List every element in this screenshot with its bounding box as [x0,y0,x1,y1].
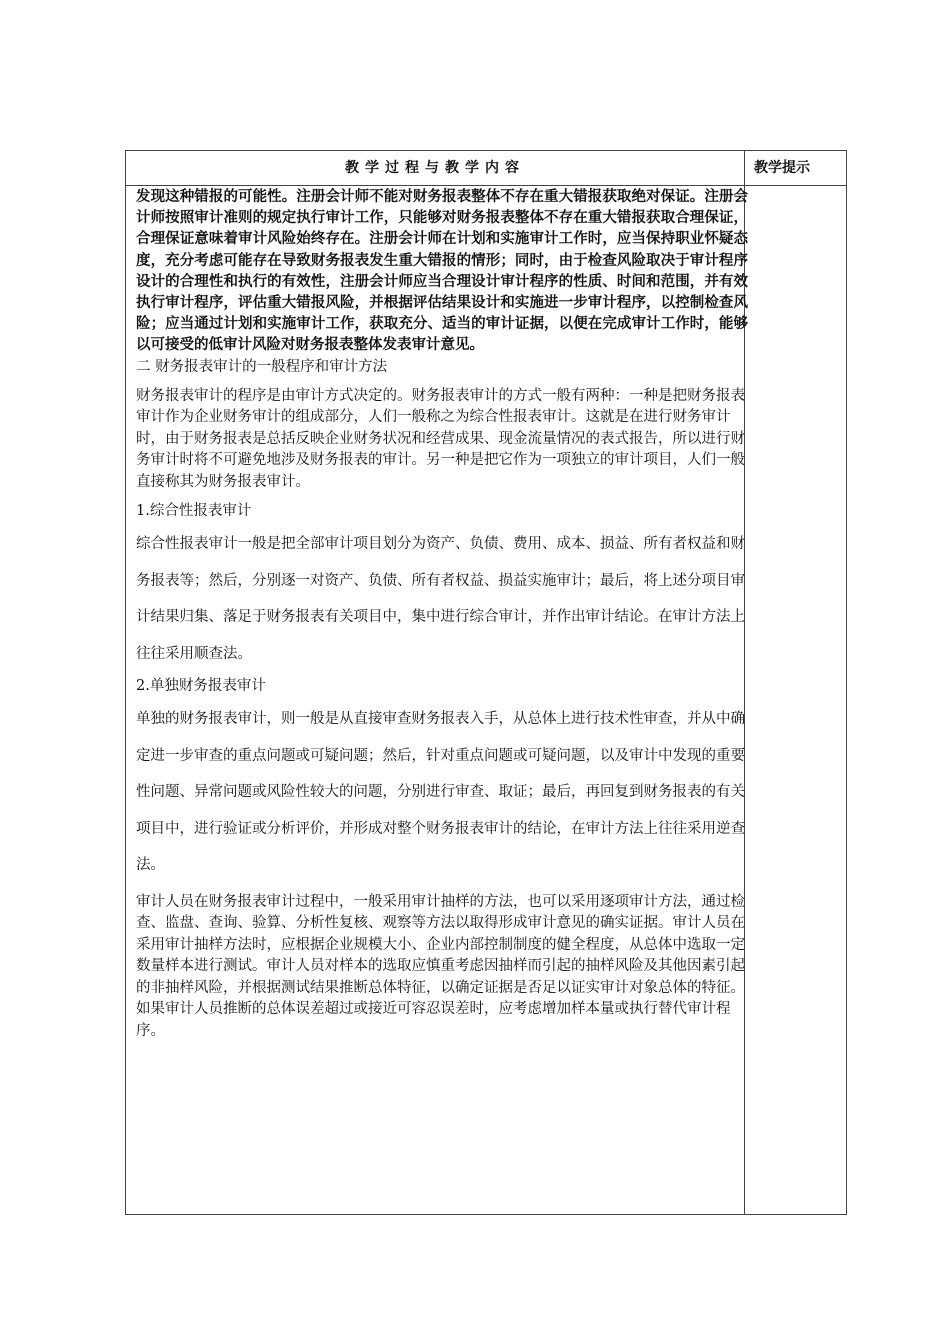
lesson-table [125,150,847,1215]
content-cell [136,187,748,1042]
item2-title: 2.单独财务报表审计 [136,678,266,695]
section2-paragraph: 财务报表审计的程序是由审计方式决定的。财务报表审计的方式一般有两种：一种是把财务报表审计作为企业财务审计的组成部分，人们一般称之为综合性报表审计。这就是在进行财务审计时，由于财务报表是总括反映企业财务状况和经营成果、现金流量情况的表式报告，所以进行财务审计时将不可避免地涉及财务报表的审计。另一种是把它作为一项独立的审计项目，人们一般直接称其为财务报表审计。 [136,387,745,490]
item1-title: 1.综合性报表审计 [136,503,252,520]
header-teaching-content: 教学过程与教学内容 [345,160,525,176]
header-divider [126,185,846,186]
intro-paragraph: 发现这种错报的可能性。注册会计师不能对财务报表整体不存在重大错报获取绝对保证。注册会计师按照审计准则的规定执行审计工作，只能够对财务报表整体不存在重大错报获取合理保证，合理保证意味着审计风险始终存在。注册会计师在计划和实施审计工作时，应当保持职业怀疑态度，充分考虑可能存在导致财务报表发生重大错报的情形；同时，由于检查风险取决于审计程序设计的合理性和执行的有效性，注册会计师应当合理设计审计程序的性质、时间和范围，并有效执行审计程序，评估重大错报风险，并根据评估结果设计和实施进一步审计程序，以控制检查风险；应当通过计划和实施审计工作，获取充分、适当的审计证据，以便在完成审计工作时，能够以可接受的低审计风险对财务报表整体发表审计意见。 [136,189,748,354]
section2-title: 二 财务报表审计的一般程序和审计方法 [136,358,388,375]
header-teaching-tips: 教学提示 [754,160,810,176]
item2-paragraph: 单独的财务报表审计，则一般是从直接审查财务报表入手，从总体上进行技术性审查，并从中确定进一步审查的重点问题或可疑问题；然后，针对重点问题或可疑问题，以及审计中发现的重要性问题、异常问题或风险性较大的问题，分别进行审查、取证；最后，再回复到财务报表的有关项目中，进行验证或分析评价，并形成对整个财务报表审计的结论，在审计方法上往往采用逆查法。 [136,711,745,874]
final-paragraph: 审计人员在财务报表审计过程中，一般采用审计抽样的方法，也可以采用逐项审计方法，通过检查、监盘、查询、验算、分析性复核、观察等方法以取得形成审计意见的确实证据。审计人员在采用审计抽样方法时，应根据企业规模大小、企业内部控制制度的健全程度，从总体中选取一定数量样本进行测试。审计人员对样本的选取应慎重考虑因抽样而引起的抽样风险及其他因素引起的非抽样风险，并根据测试结果推断总体特征，以确定证据是否足以证实审计对象总体的特征。如果审计人员推断的总体误差超过或接近可容忍误差时，应考虑增加样本量或执行替代审计程序。 [136,893,745,1039]
item1-paragraph: 综合性报表审计一般是把全部审计项目划分为资产、负债、费用、成本、损益、所有者权益和财务报表等；然后，分别逐一对资产、负债、所有者权益、损益实施审计；最后，将上述分项目审计结果归集、落足于财务报表有关项目中，集中进行综合审计，并作出审计结论。在审计方法上往往采用顺查法。 [136,536,745,662]
